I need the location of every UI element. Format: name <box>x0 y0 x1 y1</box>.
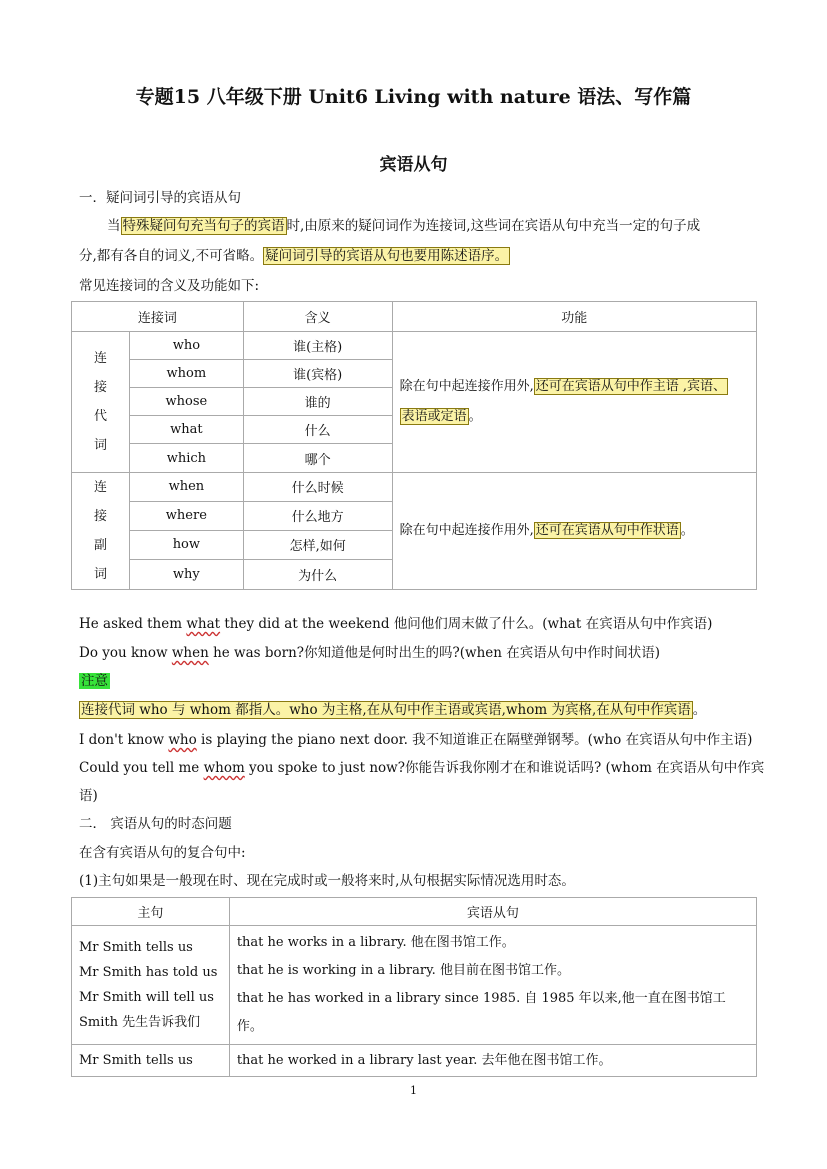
note-label: 注意 <box>81 673 108 689</box>
table-cell: 什么地方 <box>243 501 392 530</box>
tense-table <box>71 897 757 1077</box>
table-cell: how <box>129 530 243 559</box>
section2-intro: 在含有宾语从句的复合句中: <box>79 845 246 861</box>
example-4: Could you tell me whom you spoke to just now?你能告诉我你刚才在和谁说话吗? (whom 在宾语从句中作宾 <box>79 760 765 776</box>
section2-rule: (1)主句如果是一般现在时、现在完成时或一般将来时,从句根据实际情况选用时态。 <box>79 873 575 889</box>
table-cell: 什么 <box>243 416 392 444</box>
table-cell: whom <box>129 360 243 388</box>
example-1: He asked them what they did at the weekend 他问他们周末做了什么。(what 在宾语从句中作宾语) <box>79 616 713 632</box>
group-label-pronoun: 连 接 代 词 <box>72 332 130 473</box>
table-header: 主句 <box>72 898 230 926</box>
table-cell: when <box>129 473 243 502</box>
table-cell: why <box>129 559 243 589</box>
paragraph-line-3: 常见连接词的含义及功能如下: <box>79 278 260 294</box>
table-header: 含义 <box>243 302 392 332</box>
table-cell: what <box>129 416 243 444</box>
note-text: 连接代词 who 与 whom 都指人。who 为主格,在从句中作主语或宾语,whom 为宾格,在从句中作宾语 。 <box>81 702 707 718</box>
example-3: I don't know who is playing the piano next door. 我不知道谁正在隔壁弹钢琴。(who 在宾语从句中作主语) <box>79 732 753 748</box>
table-cell: who <box>129 332 243 360</box>
object-clause-cell: that he worked in a library last year. 去年他在图书馆工作。 <box>229 1045 756 1077</box>
table-cell: 什么时候 <box>243 473 392 502</box>
section-title: 宾语从句 <box>379 155 448 175</box>
table-cell: 谁(宾格) <box>243 360 392 388</box>
section2-heading: 二． 宾语从句的时态问题 <box>79 816 232 832</box>
page-number: 1 <box>410 1084 417 1097</box>
paragraph-line-1: 当 特殊疑问句充当句子的宾语 时,由原来的疑问词作为连接词,这些词在宾语从句中充当一定的句子成 <box>107 218 701 234</box>
table-cell: whose <box>129 388 243 416</box>
function-cell: 除在句中起连接作用外, 还可在宾语从句中作状语 。 <box>392 473 756 590</box>
group-label-adverb: 连 接 副 词 <box>72 473 130 590</box>
table-cell: 为什么 <box>243 559 392 589</box>
table-cell: 哪个 <box>243 444 392 473</box>
section1-heading: 一．疑问词引导的宾语从句 <box>79 190 241 206</box>
paragraph-line-2: 分,都有各自的词义,不可省略。 疑问词引导的宾语从句也要用陈述语序。 <box>79 248 509 264</box>
object-clause-cell: that he works in a library. 他在图书馆工作。 that he is working in a library. 他目前在图书馆工作。 that he has worked in a library since 1985. 自 1985 年以来,他一直在图书馆工作。 <box>229 926 756 1045</box>
example-2: Do you know when he was born?你知道他是何时出生的吗?(when 在宾语从句中作时间状语) <box>79 645 661 661</box>
example-4-cont: 语) <box>79 788 98 804</box>
main-clause-cell: Mr Smith tells us Mr Smith has told us Mr Smith will tell us Smith 先生告诉我们 <box>72 926 230 1045</box>
main-clause-cell: Mr Smith tells us <box>72 1045 230 1077</box>
table-header: 宾语从句 <box>229 898 756 926</box>
table-cell: 谁的 <box>243 388 392 416</box>
table-cell: 怎样,如何 <box>243 530 392 559</box>
table-header: 连接词 <box>72 302 244 332</box>
table-header: 功能 <box>392 302 756 332</box>
function-cell: 除在句中起连接作用外, 还可在宾语从句中作主语 ,宾语、 表语或定语 。 <box>392 332 756 473</box>
table-cell: where <box>129 501 243 530</box>
connector-table <box>71 301 757 590</box>
table-cell: which <box>129 444 243 473</box>
page-title: 专题15 八年级下册 Unit6 Living with nature 语法、写作篇 <box>135 86 692 108</box>
table-cell: 谁(主格) <box>243 332 392 360</box>
